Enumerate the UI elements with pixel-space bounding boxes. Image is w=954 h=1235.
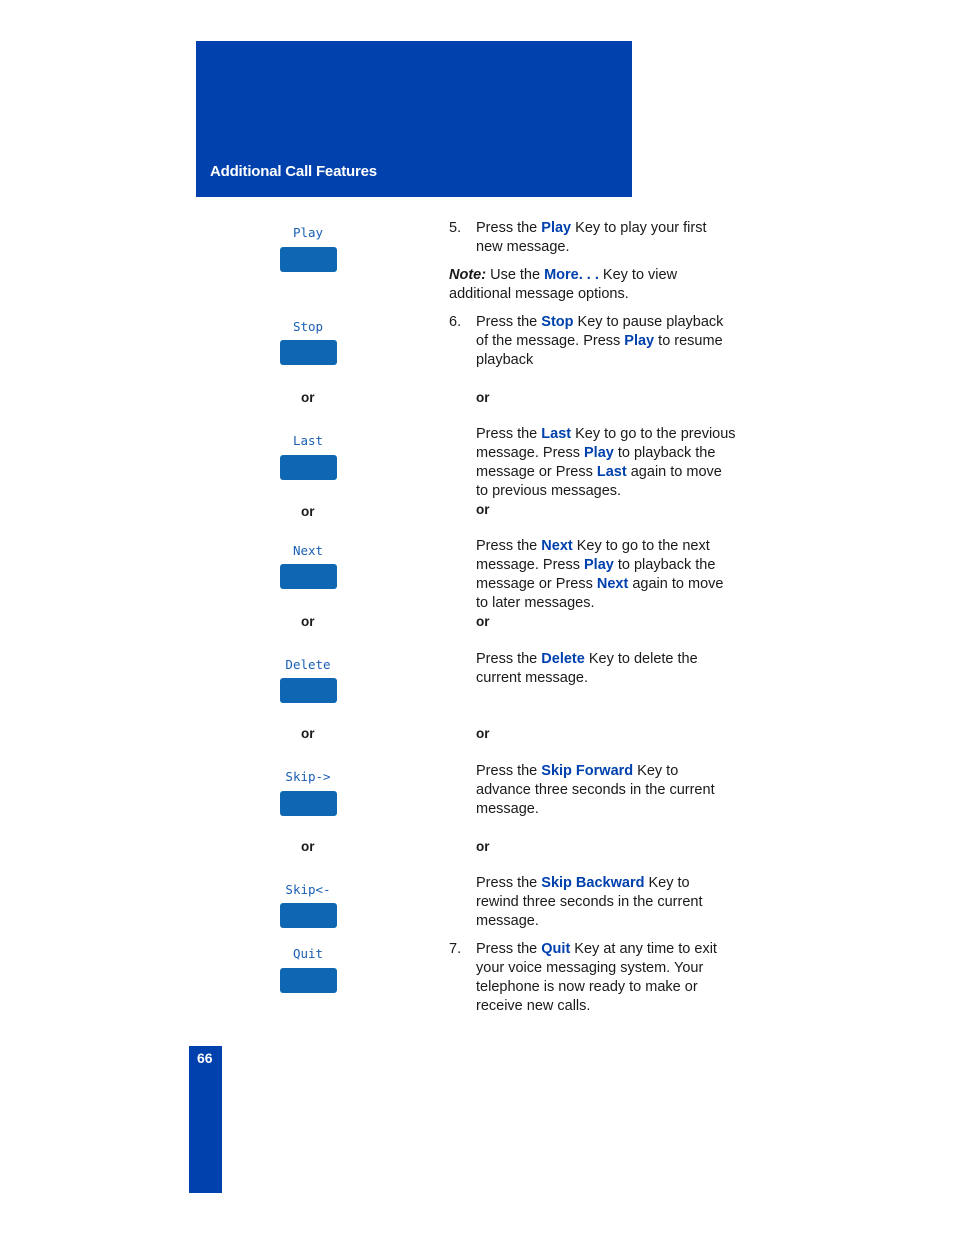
page-number: 66: [197, 1050, 213, 1066]
note-label: Note:: [449, 267, 487, 283]
last-key[interactable]: [280, 455, 337, 480]
delete-key[interactable]: [280, 678, 337, 703]
next-key[interactable]: [280, 564, 337, 589]
play-keyword: Play: [541, 220, 572, 236]
next-instruction: Press the Next Key to go to the next message. Press Play to playback the message or Press Next again to move to later messages.: [476, 538, 724, 611]
or-label: or: [476, 614, 490, 629]
play-keyword: Play: [584, 445, 614, 461]
delete-key-label: Delete: [285, 657, 331, 672]
step-number: 7.: [449, 941, 462, 957]
play-keyword: Play: [584, 557, 614, 573]
step-5-text: Press the Play Key to play your first new message.: [476, 220, 707, 255]
next-keyword: Next: [541, 538, 573, 554]
play-key-label: Play: [292, 225, 324, 240]
or-label: or: [301, 504, 315, 519]
skip-backward-instruction: Press the Skip Backward Key to rewind three seconds in the current message.: [476, 875, 703, 929]
skip-forward-instruction: Press the Skip Forward Key to advance three seconds in the current message.: [476, 763, 715, 817]
stop-key[interactable]: [280, 340, 337, 365]
or-label: or: [476, 726, 490, 741]
or-label: or: [301, 614, 315, 629]
skip-backward-key-label: Skip<-: [285, 882, 331, 897]
or-label: or: [301, 726, 315, 741]
quit-key-label: Quit: [292, 946, 324, 961]
skip-forward-key[interactable]: [280, 791, 337, 816]
skip-forward-keyword: Skip Forward: [541, 763, 634, 779]
last-keyword: Last: [596, 464, 627, 480]
delete-instruction: Press the Delete Key to delete the current message.: [476, 651, 698, 686]
skip-forward-key-label: Skip->: [285, 769, 331, 784]
quit-key[interactable]: [280, 968, 337, 993]
next-key-label: Next: [292, 543, 324, 558]
or-label: or: [476, 502, 490, 517]
step-6-text: Press the Stop Key to pause playback of the message. Press Play to resume playback: [476, 314, 724, 368]
play-keyword: Play: [624, 333, 655, 349]
stop-key-label: Stop: [292, 319, 324, 334]
play-key[interactable]: [280, 247, 337, 272]
last-key-label: Last: [292, 433, 324, 448]
more-keyword: More. . .: [544, 267, 599, 283]
quit-keyword: Quit: [541, 941, 571, 957]
last-instruction: Press the Last Key to go to the previous message. Press Play to playback the message or Press Last again to move to previous messages.: [476, 426, 736, 499]
skip-backward-key[interactable]: [280, 903, 337, 928]
step-number: 5.: [449, 220, 462, 236]
delete-keyword: Delete: [541, 651, 585, 667]
step-number: 6.: [449, 314, 462, 330]
next-keyword: Next: [596, 576, 629, 592]
last-keyword: Last: [541, 426, 572, 442]
or-label: or: [476, 839, 490, 854]
chapter-title: Additional Call Features: [210, 163, 377, 180]
stop-keyword: Stop: [541, 314, 574, 330]
or-label: or: [301, 390, 315, 405]
step-7-text: Press the Quit Key at any time to exit your voice messaging system. Your telephone is now ready to make or receive new calls.: [476, 941, 717, 1014]
skip-backward-keyword: Skip Backward: [541, 875, 645, 891]
or-label: or: [301, 839, 315, 854]
or-label: or: [476, 390, 490, 405]
note-text: Note: Use the More. . . Key to view additional message options.: [449, 267, 678, 302]
chapter-header-banner: [196, 41, 632, 197]
page-number-tab: [189, 1046, 222, 1193]
